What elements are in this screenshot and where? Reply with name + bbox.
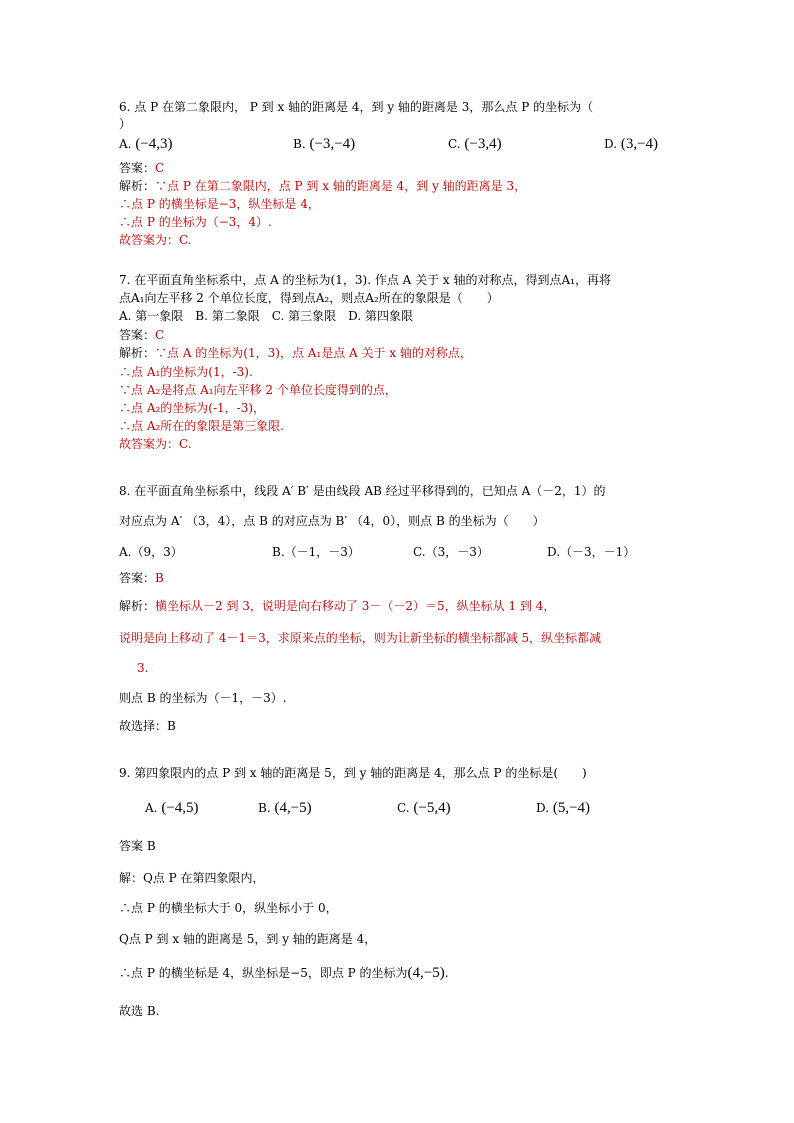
q6-stem-line2: ） [119, 117, 132, 131]
q9-option-value: (−5,4) [413, 800, 451, 816]
q9-option-value: (5,−4) [552, 800, 591, 816]
q6-option-value: (3,−4) [620, 136, 659, 152]
q9-option-d [536, 799, 590, 817]
q8-stem-line1: 8. 在平面直角坐标系中，线段 A′ B′ 是由线段 AB 经过平移得到的，已知点 A（－2，1）的 [119, 484, 606, 498]
q9-stem: 9. 第四象限内的点 P 到 x 轴的距离是 5，到 y 轴的距离是 4，那么点 P 的坐标是( ) [119, 766, 587, 780]
q9-option-a [145, 799, 199, 817]
answer-value: C [155, 328, 165, 342]
q6-option-b [293, 135, 355, 153]
q6-option-a [119, 135, 173, 153]
q9-option-value: (4,−5) [274, 800, 312, 816]
q8-analysis [119, 598, 555, 614]
q7-analysis [119, 345, 472, 361]
q6-stem-line1: 6. 点 P 在第二象限内， P 到 x 轴的距离是 4，到 y 轴的距离是 3，那么点 P 的坐标为（ [119, 100, 594, 114]
q9-option-c [397, 799, 451, 817]
q9-option-letter: D. [536, 801, 550, 815]
q6-option-value: (−3,−4) [309, 136, 356, 152]
q7-options: A. 第一象限 B. 第二象限 C. 第三象限 D. 第四象限 [119, 309, 413, 323]
analysis-text: ∵点 P 在第二象限内，点 P 到 x 轴的距离是 4，到 y 轴的距离是 3， [155, 179, 527, 193]
q9-solution-line1: 解：Q点 P 在第四象限内， [119, 871, 265, 885]
q9-solution-end: . [444, 966, 449, 980]
q6-final: 故答案为：C. [119, 233, 192, 247]
q8-option-letter: D. [547, 545, 561, 559]
q8-answer [119, 570, 164, 586]
q9-option-letter: B. [258, 801, 271, 815]
q8-option-letter: C. [413, 545, 426, 559]
q8-option-b [272, 543, 360, 561]
q9-solution-math: (4,−5) [407, 965, 445, 981]
q8-step2: 3. [137, 661, 149, 675]
q9-solution-line3: Q点 P 到 x 轴的距离是 5，到 y 轴的距离是 4， [119, 932, 377, 946]
q9-answer: 答案 B [119, 839, 156, 853]
q6-answer [119, 160, 164, 176]
q6-option-letter: B. [293, 137, 306, 151]
answer-value: B [155, 571, 164, 585]
analysis-label: 解析： [119, 346, 156, 360]
q6-step1: ∴点 P 的横坐标是−3，纵坐标是 4， [119, 197, 320, 211]
q7-answer [119, 327, 164, 343]
q6-option-letter: D. [604, 137, 618, 151]
q9-option-letter: A. [145, 801, 158, 815]
q7-stem-line1: 7. 在平面直角坐标系中，点 A 的坐标为(1，3). 作点 A 关于 x 轴的对称点，得到点A₁，再将 [119, 273, 611, 287]
q9-solution-text: ∴点 P 的横坐标是 4，纵坐标是−5，即点 P 的坐标为 [119, 966, 408, 980]
q9-option-b [258, 799, 312, 817]
q6-option-value: (−3,4) [464, 136, 502, 152]
q8-option-value: （3，－3） [425, 545, 489, 559]
analysis-text: 横坐标从－2 到 3，说明是向右移动了 3－（－2）＝5，纵坐标从 1 到 4， [155, 599, 556, 613]
analysis-label: 解析： [119, 599, 156, 613]
q8-option-a [119, 543, 183, 561]
q7-step2: ∵点 A₂是将点 A₁向左平移 2 个单位长度得到的点， [119, 383, 397, 397]
q8-step1: 说明是向上移动了 4－1＝3，求原来点的坐标，则为让新坐标的横坐标都减 5，纵坐标都减 [119, 631, 602, 645]
q7-final: 故答案为：C. [119, 437, 192, 451]
q8-step3: 则点 B 的坐标为（－1，－3）. [119, 691, 287, 705]
q8-option-c [413, 543, 489, 561]
q7-stem-line2: 点A₁向左平移 2 个单位长度，得到点A₂，则点A₂所在的象限是（ ） [119, 291, 499, 305]
q6-option-d [604, 135, 658, 153]
q6-analysis [119, 178, 526, 194]
q9-final: 故选 B. [119, 1004, 160, 1018]
analysis-text: ∵点 A 的坐标为(1，3)，点 A₁是点 A 关于 x 轴的对称点， [155, 346, 472, 360]
q8-option-d [547, 543, 635, 561]
q6-option-letter: C. [448, 137, 461, 151]
q9-option-value: (−4,5) [161, 800, 199, 816]
q8-stem-line2: 对应点为 A′ （3，4），点 B 的对应点为 B′ （4，0），则点 B 的坐标为（ ） [119, 514, 545, 528]
q7-step3: ∴点 A₂的坐标为(-1，-3)， [119, 401, 266, 415]
q9-solution-line4 [119, 965, 449, 981]
q8-final: 故选择：B [119, 719, 176, 733]
answer-label: 答案： [119, 161, 156, 175]
q8-option-value: （－1，－3） [284, 545, 360, 559]
q8-option-value: （9，3） [131, 545, 183, 559]
q6-step2: ∴点 P 的坐标为（−3，4）. [119, 215, 272, 229]
answer-label: 答案： [119, 328, 156, 342]
q8-option-value: （－3，－1） [560, 545, 636, 559]
q6-option-value: (−4,3) [135, 136, 173, 152]
q7-step4: ∴点 A₂所在的象限是第三象限. [119, 419, 285, 433]
q8-option-letter: B. [272, 545, 285, 559]
answer-label: 答案： [119, 571, 156, 585]
q9-solution-line2: ∴点 P 的横坐标大于 0，纵坐标小于 0， [119, 901, 338, 915]
q8-option-letter: A. [119, 545, 132, 559]
q9-option-letter: C. [397, 801, 410, 815]
q6-option-c [448, 135, 502, 153]
q7-step1: ∴点 A₁的坐标为(1，-3). [119, 365, 253, 379]
analysis-label: 解析： [119, 179, 156, 193]
answer-value: C [155, 161, 165, 175]
q6-option-letter: A. [119, 137, 132, 151]
